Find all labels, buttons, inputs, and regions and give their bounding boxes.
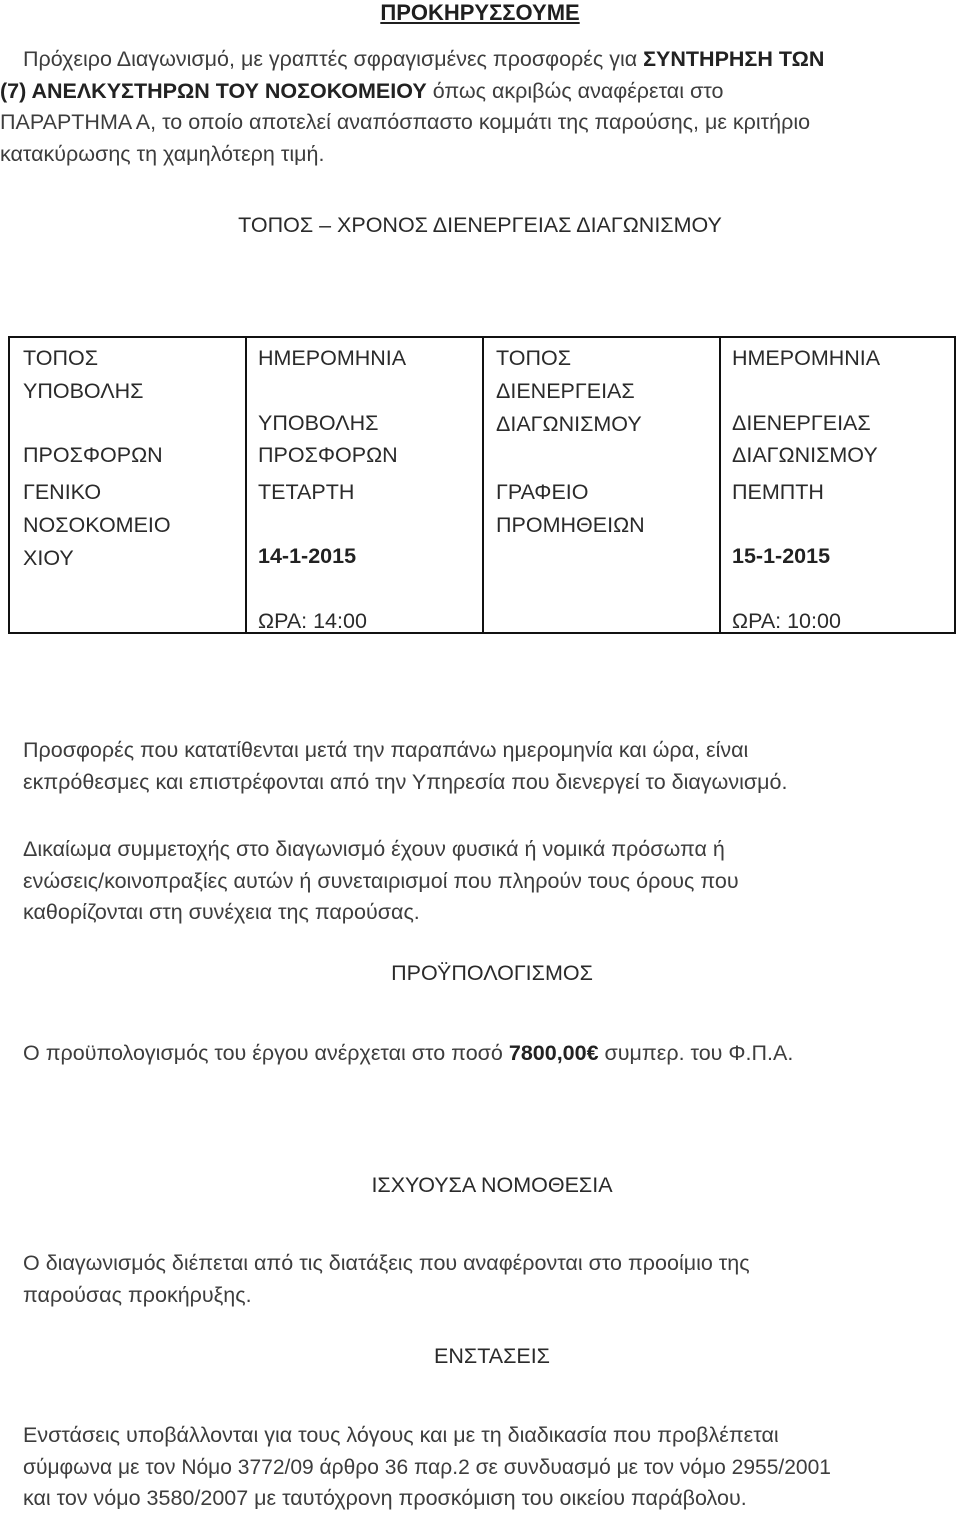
col1-value-line3: ΧΙΟΥ [23,546,74,570]
col3-value-line2: ΠΡΟΜΗΘΕΙΩΝ [496,513,645,537]
table-divider [482,338,484,632]
schedule-table [8,336,956,634]
intro-line2-text: όπως ακριβώς αναφέρεται στο [426,78,724,103]
col4-header-line2: ΔΙΕΝΕΡΓΕΙΑΣ [732,411,871,435]
col2-date: 14-1-2015 [258,544,357,568]
table-divider [245,338,247,632]
late-offers-line1: Προσφορές που κατατίθενται μετά την παραπάνω ημερομηνία και ώρα, είναι [23,738,749,762]
intro-subject-bold-1: ΣΥΝΤΗΡΗΣΗ ΤΩΝ [643,47,825,71]
legislation-line2: παρούσας προκήρυξης. [23,1282,252,1307]
col2-header-line2: ΥΠΟΒΟΛΗΣ [258,411,379,435]
col1-header-line2: ΥΠΟΒΟΛΗΣ [23,379,144,403]
legislation-line1: Ο διαγωνισμός διέπεται από τις διατάξεις που αναφέρονται στο προοίμιο της [23,1251,750,1275]
intro-line4: κατακύρωσης τη χαμηλότερη τιμή. [0,141,325,166]
intro-subject-bold-2: (7) ΑΝΕΛΚΥΣΤΗΡΩΝ ΤΟΥ ΝΟΣΟΚΟΜΕΙΟΥ [0,78,427,103]
objections-title: ΕΝΣΤΑΣΕΙΣ [434,1344,550,1368]
table-title: ΤΟΠΟΣ – ΧΡΟΝΟΣ ΔΙΕΝΕΡΓΕΙΑΣ ΔΙΑΓΩΝΙΣΜΟΥ [238,213,722,237]
col1-header-line3: ΠΡΟΣΦΟΡΩΝ [23,443,163,467]
intro-paragraph [0,44,960,170]
col4-weekday: ΠΕΜΠΤΗ [732,480,824,504]
objections-line3: και τον νόμο 3580/2007 με ταυτόχρονη προσκόμιση του οικείου παράβολου. [23,1486,747,1510]
legislation-paragraph [23,1248,953,1311]
col2-time: ΩΡΑ: 14:00 [258,609,367,633]
participation-line3: καθορίζονται στη συνέχεια της παρούσας. [23,900,420,924]
col1-value-line1: ΓΕΝΙΚΟ [23,480,102,504]
col1-header-line1: ΤΟΠΟΣ [23,346,99,370]
objections-line1: Ενστάσεις υποβάλλονται για τους λόγους και με τη διαδικασία που προβλέπεται [23,1423,779,1447]
budget-text-start: Ο προϋπολογισμός του έργου ανέρχεται στο ποσό [23,1041,509,1065]
budget-text-end: συμπερ. του Φ.Π.Α. [598,1041,794,1065]
col2-weekday: ΤΕΤΑΡΤΗ [258,480,355,504]
col4-header-line1: ΗΜΕΡΟΜΗΝΙΑ [732,346,881,370]
intro-line3: ΠΑΡΑΡΤΗΜΑ Α, το οποίο αποτελεί αναπόσπαστο κομμάτι της παρούσης, με κριτήριο [0,110,811,134]
col4-time: ΩΡΑ: 10:00 [732,609,841,633]
budget-amount: 7800,00 [508,1041,587,1065]
intro-line1-text: Πρόχειρο Διαγωνισμό, με γραπτές σφραγισμένες προσφορές για [23,47,644,71]
table-divider [719,338,721,632]
col2-header-line3: ΠΡΟΣΦΟΡΩΝ [258,443,398,467]
legislation-title: ΙΣΧΥΟΥΣΑ ΝΟΜΟΘΕΣΙΑ [371,1173,613,1197]
objections-paragraph [23,1420,960,1515]
col3-header-line2: ΔΙΕΝΕΡΓΕΙΑΣ [496,379,635,403]
budget-paragraph [23,1038,953,1070]
col2-header-line1: ΗΜΕΡΟΜΗΝΙΑ [258,346,407,370]
objections-line2: σύμφωνα με τον Νόμο 3772/09 άρθρο 36 παρ.2 σε συνδυασμό με τον νόμο 2955/2001 [23,1455,831,1479]
participation-paragraph [23,834,953,929]
col3-header-line3: ΔΙΑΓΩΝΙΣΜΟΥ [496,412,642,436]
participation-line1: Δικαίωμα συμμετοχής στο διαγωνισμό έχουν φυσικά ή νομικά πρόσωπα ή [23,837,725,861]
page-heading: ΠΡΟΚΗΡΥΣΣΟΥΜΕ [380,0,580,25]
late-offers-line2: εκπρόθεσμες και επιστρέφονται από την Υπηρεσία που διενεργεί το διαγωνισμό. [23,769,788,794]
col4-header-line3: ΔΙΑΓΩΝΙΣΜΟΥ [732,443,878,467]
col1-value-line2: ΝΟΣΟΚΟΜΕΙΟ [23,513,171,537]
participation-line2: ενώσεις/κοινοπραξίες αυτών ή συνεταιρισμοί που πληρούν τους όρους που [23,868,739,893]
budget-title: ΠΡΟΫΠΟΛΟΓΙΣΜΟΣ [391,961,593,985]
col3-header-line1: ΤΟΠΟΣ [496,346,572,370]
late-offers-paragraph [23,735,953,798]
budget-currency: € [586,1041,599,1065]
col3-value-line1: ΓΡΑΦΕΙΟ [496,480,589,504]
col4-date: 15-1-2015 [732,544,831,568]
